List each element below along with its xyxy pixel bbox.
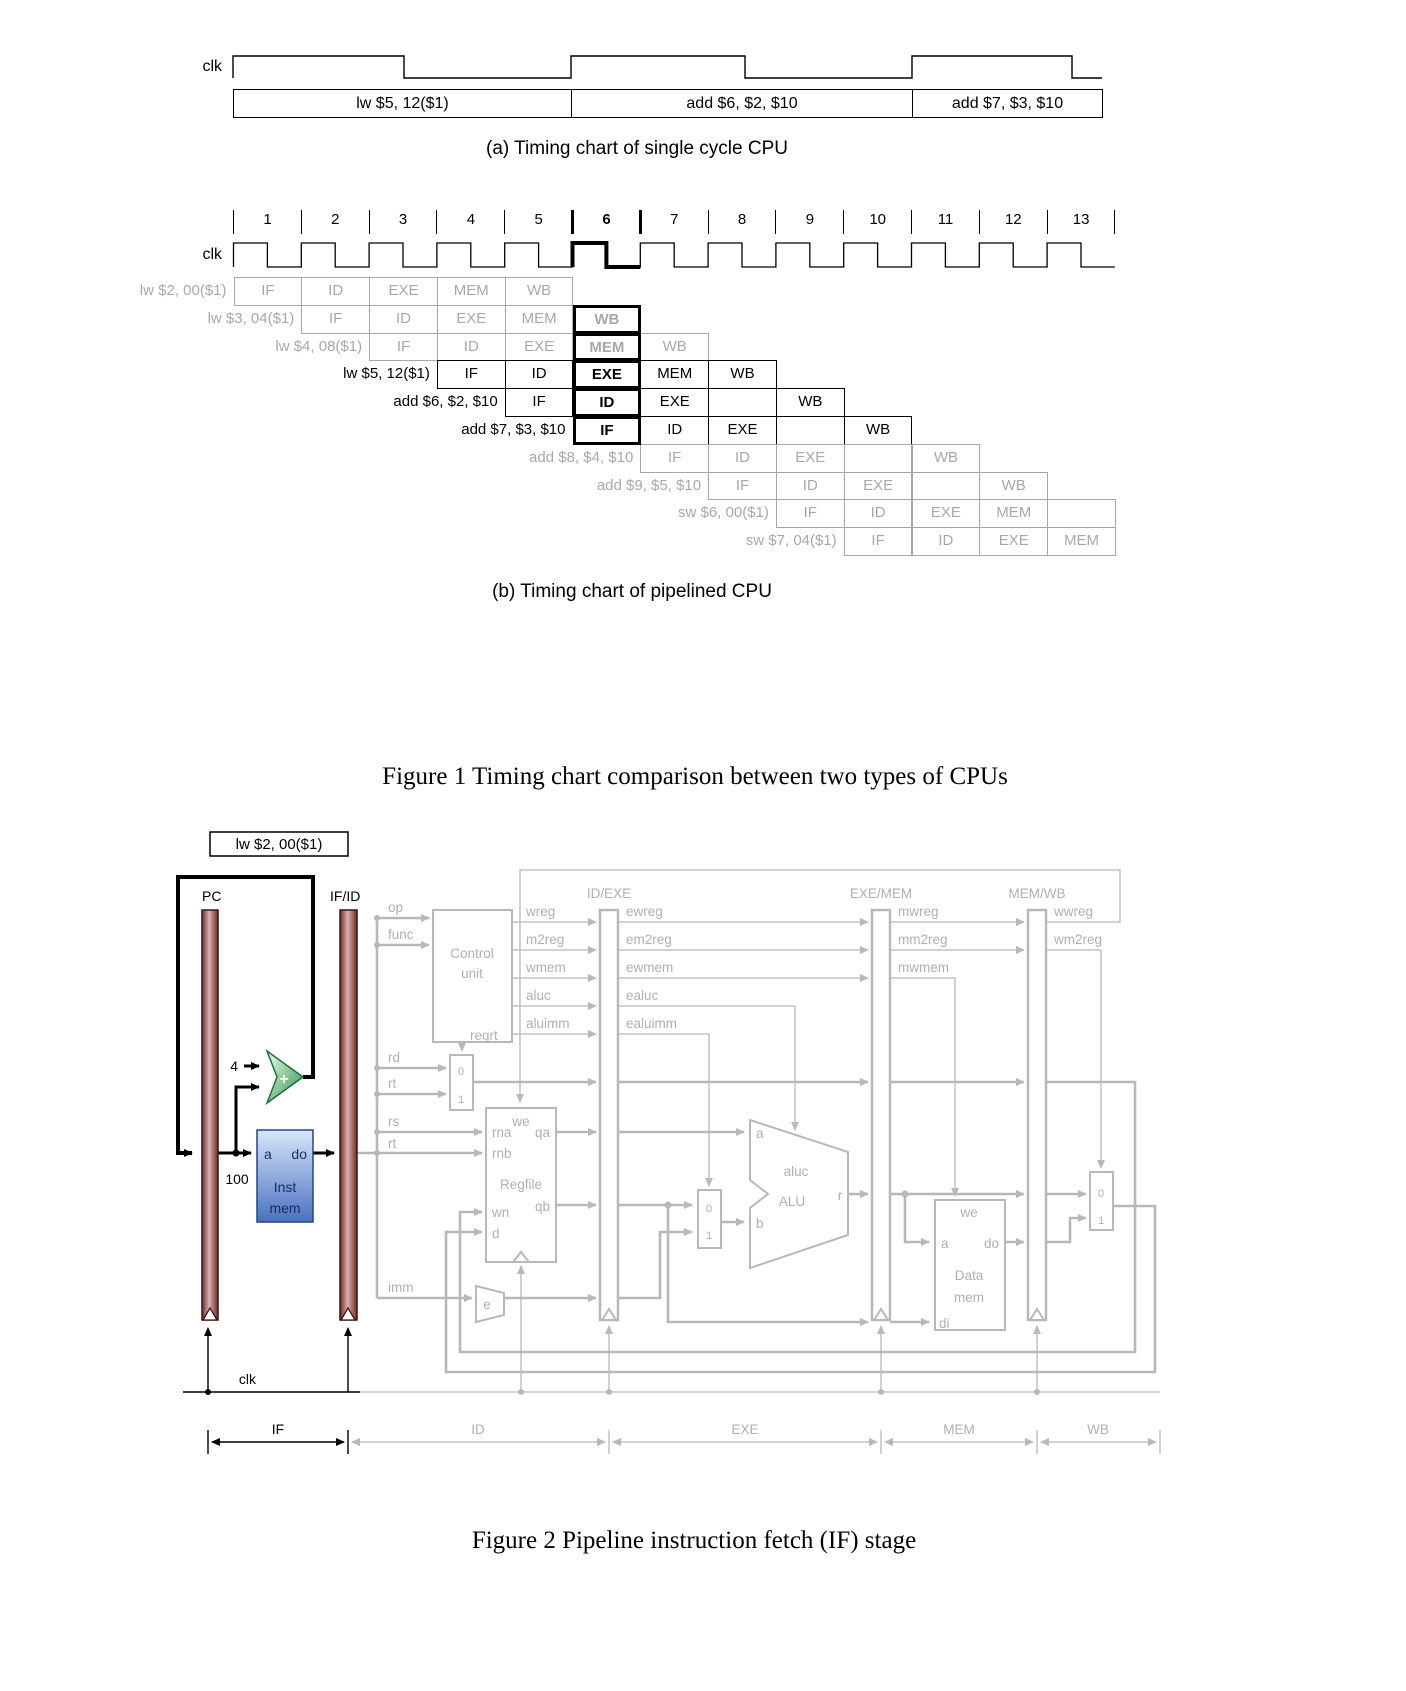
pipeline-row-label: add $9, $5, $10	[596, 476, 702, 494]
pipeline-stage-cell: IF	[301, 305, 370, 334]
wm2reg-signal: wm2reg	[1054, 932, 1103, 947]
figure2-caption: Figure 2 Pipeline instruction fetch (IF) stage	[471, 1527, 917, 1554]
pipeline-stage-cell: ID	[505, 360, 574, 389]
pipeline-stage-cell	[708, 388, 777, 417]
pipeline-stage-cell: WB	[979, 472, 1048, 501]
pipeline-stage-cell: ID	[844, 499, 913, 528]
control-unit-name-1: Control	[450, 946, 494, 961]
pipeline-row-label: lw $3, 04($1)	[207, 309, 295, 327]
func-signal: func	[388, 927, 414, 942]
pc-register-bar	[202, 910, 218, 1320]
cycle-number: 10	[869, 211, 887, 228]
ewmem-signal: ewmem	[626, 960, 674, 975]
m2reg-signal: m2reg	[526, 932, 565, 947]
cycle-number: 7	[670, 211, 679, 228]
alu-b-mux-0: 0	[705, 1203, 713, 1215]
pipeline-datapath-diagram	[0, 800, 1406, 1480]
pipeline-stage-cell: MEM	[640, 360, 709, 389]
cycle-number: 4	[466, 211, 476, 228]
caption-b: (b) Timing chart of pipelined CPU	[492, 581, 772, 602]
exemem-register-bar	[872, 910, 890, 1320]
regfile-qa-port: qa	[534, 1125, 550, 1140]
regfile-wn-port: wn	[492, 1205, 510, 1220]
pipeline-stage-cell: IF	[234, 277, 303, 306]
cycle-number: 9	[805, 211, 815, 228]
pipeline-stage-cell: ID	[776, 472, 845, 501]
aluc-signal: aluc	[526, 988, 551, 1003]
clk-label: clk	[202, 58, 222, 75]
stage-wb-label: WB	[1087, 1422, 1109, 1437]
regfile-d-port: d	[492, 1226, 500, 1241]
control-unit-name-2: unit	[461, 966, 483, 981]
pipeline-row-label: lw $4, 08($1)	[275, 337, 363, 355]
pipeline-stage-cell: EXE	[437, 305, 506, 334]
pc-label: PC	[202, 888, 222, 904]
pipeline-stage-cell: WB	[640, 333, 709, 362]
pipeline-row-label: add $7, $3, $10	[461, 421, 566, 438]
clk-label: clk	[202, 246, 222, 263]
pipeline-row-label: lw $2, 00($1)	[139, 282, 227, 299]
pipeline-stage-cell: IF	[573, 416, 642, 445]
pipeline-stage-cell	[844, 444, 913, 473]
pipeline-stage-cell: WB	[573, 305, 642, 334]
pipeline-stage-cell: ID	[369, 305, 438, 334]
adder-const-label: 4	[230, 1058, 238, 1074]
pipeline-stage-cell: WB	[505, 277, 574, 306]
alu-a-port: a	[756, 1126, 764, 1141]
pipeline-stage-cell: ID	[573, 388, 642, 417]
pipeline-stage-cell: WB	[844, 416, 913, 445]
pipeline-stage-cell: IF	[505, 388, 574, 417]
mwmem-signal: mwmem	[898, 960, 949, 975]
wb-mux-1: 1	[1097, 1215, 1105, 1227]
idexe-label: ID/EXE	[586, 886, 632, 901]
pipeline-row-label: sw $7, 04($1)	[745, 532, 837, 550]
instmem-name-2: mem	[269, 1200, 301, 1216]
stage-if-label: IF	[271, 1421, 285, 1437]
pipeline-stage-cell	[1047, 499, 1116, 528]
pipeline-stage-cell: EXE	[369, 277, 438, 306]
regfile-rnb-port: rnb	[492, 1146, 512, 1161]
instmem-do-port: do	[291, 1146, 307, 1162]
pipeline-stage-cell	[776, 416, 845, 445]
rt-signal-lower: rt	[388, 1136, 397, 1151]
em2reg-signal: em2reg	[626, 932, 672, 947]
pipeline-row-label: add $6, $2, $10	[393, 393, 498, 411]
figure1-caption: Figure 1 Timing chart comparison between two types of CPUs	[382, 763, 1008, 790]
regrt-mux-0: 0	[457, 1066, 465, 1078]
regrt-mux-1: 1	[457, 1094, 465, 1106]
instmem-a-port: a	[264, 1146, 272, 1162]
regfile-rna-port: rna	[492, 1125, 512, 1140]
ewreg-signal: ewreg	[626, 904, 663, 919]
instruction-slot: lw $5, 12($1)	[233, 89, 572, 118]
regfile-name: Regfile	[499, 1177, 543, 1192]
rt-signal-upper: rt	[388, 1076, 397, 1091]
alu-aluc-port: aluc	[783, 1164, 809, 1179]
datamem-we-port: we	[960, 1205, 978, 1220]
datamem-name-2: mem	[954, 1290, 984, 1305]
memwb-label: MEM/WB	[1008, 886, 1066, 901]
pipeline-stage-cell: ID	[640, 416, 709, 445]
pipeline-row-label: add $8, $4, $10	[529, 448, 634, 466]
cycle-number: 13	[1072, 211, 1090, 228]
mm2reg-signal: mm2reg	[898, 932, 948, 947]
imm-signal: imm	[388, 1280, 414, 1295]
pipeline-stage-cell: EXE	[505, 333, 574, 362]
ealuc-signal: ealuc	[626, 988, 659, 1003]
adder-plus-label: +	[279, 1071, 289, 1088]
pipeline-stage-cell: WB	[708, 360, 777, 389]
pipeline-stage-cell: MEM	[437, 277, 506, 306]
pipeline-stage-cell: ID	[708, 444, 777, 473]
stage-exe-label: EXE	[731, 1422, 759, 1437]
regfile-we-port: we	[512, 1114, 530, 1129]
pipeline-stage-cell: IF	[844, 527, 913, 556]
pipeline-stage-cell: EXE	[573, 360, 642, 389]
datamem-do-port: do	[983, 1236, 999, 1251]
op-signal: op	[388, 900, 404, 915]
pipeline-stage-cell: MEM	[1047, 527, 1116, 556]
cycle-number: 2	[331, 211, 340, 228]
pipeline-stage-cell: WB	[776, 388, 845, 417]
aluimm-signal: aluimm	[526, 1016, 570, 1031]
ifid-label: IF/ID	[330, 888, 361, 904]
pipeline-row-label: sw $6, 00($1)	[678, 504, 769, 522]
pipeline-stage-cell: EXE	[708, 416, 777, 445]
cycle-number: 5	[534, 211, 543, 228]
pipeline-stage-cell: ID	[912, 527, 981, 556]
instruction-slot: add $7, $3, $10	[912, 89, 1103, 118]
rs-signal: rs	[388, 1114, 400, 1129]
ifid-register-bar	[340, 910, 357, 1320]
instruction-slot: add $6, $2, $10	[571, 89, 913, 118]
pipeline-stage-cell: MEM	[505, 305, 574, 334]
pipeline-stage-cell: EXE	[912, 499, 981, 528]
datamem-a-port: a	[941, 1236, 949, 1251]
cycle-number: 11	[937, 211, 954, 228]
alu-b-mux-1: 1	[705, 1230, 713, 1242]
stage-mem-label: MEM	[943, 1422, 975, 1437]
pipeline-stage-cell: IF	[369, 333, 438, 362]
pipeline-stage-cell: MEM	[979, 499, 1048, 528]
pipeline-stage-cell: EXE	[776, 444, 845, 473]
cycle-number: 12	[1004, 211, 1022, 228]
memwb-register-bar	[1028, 910, 1046, 1320]
cycle-number: 8	[737, 211, 747, 228]
pipeline-stage-cell: IF	[640, 444, 709, 473]
pipelined-clock-waveform	[0, 0, 1140, 280]
pipeline-stage-cell	[912, 472, 981, 501]
pipeline-stage-cell: IF	[708, 472, 777, 501]
extender-label: e	[483, 1297, 491, 1312]
datamem-name-1: Data	[954, 1268, 984, 1283]
pipeline-stage-cell: EXE	[979, 527, 1048, 556]
pipeline-stage-cell: WB	[912, 444, 981, 473]
regrt-signal: regrt	[470, 1028, 498, 1043]
mwreg-signal: mwreg	[898, 904, 939, 919]
cycle-number: 1	[263, 211, 272, 228]
wreg-signal: wreg	[526, 904, 556, 919]
stage-id-label: ID	[471, 1422, 485, 1437]
rd-signal: rd	[388, 1050, 401, 1065]
exemem-label: EXE/MEM	[849, 886, 913, 901]
pipeline-row-label: lw $5, 12($1)	[343, 365, 430, 383]
alu-r-port: r	[837, 1188, 843, 1203]
caption-a: (a) Timing chart of single cycle CPU	[486, 138, 788, 159]
pipeline-stage-cell: MEM	[573, 333, 642, 362]
alu-name: ALU	[778, 1194, 806, 1209]
ealuimm-signal: ealuimm	[626, 1016, 678, 1031]
alu-b-port: b	[756, 1216, 764, 1231]
pipeline-stage-cell: IF	[437, 360, 506, 389]
pipeline-stage-cell: ID	[437, 333, 506, 362]
cycle-number: 6	[602, 211, 611, 228]
pipeline-stage-cell: ID	[301, 277, 370, 306]
fetched-instruction-label: lw $2, 00($1)	[235, 836, 323, 853]
pipeline-stage-cell: EXE	[640, 388, 709, 417]
wmem-signal: wmem	[526, 960, 566, 975]
pipeline-stage-cell: EXE	[844, 472, 913, 501]
instmem-name-1: Inst	[273, 1179, 297, 1195]
cycle-number: 3	[398, 211, 408, 228]
clk-label: clk	[238, 1371, 256, 1387]
wwreg-signal: wwreg	[1054, 904, 1094, 919]
datamem-di-port: di	[939, 1316, 950, 1331]
wb-mux-0: 0	[1097, 1188, 1105, 1200]
idexe-register-bar	[600, 910, 618, 1320]
pc-value-label: 100	[225, 1171, 249, 1187]
pipeline-stage-cell: IF	[776, 499, 845, 528]
regfile-qb-port: qb	[534, 1199, 550, 1214]
